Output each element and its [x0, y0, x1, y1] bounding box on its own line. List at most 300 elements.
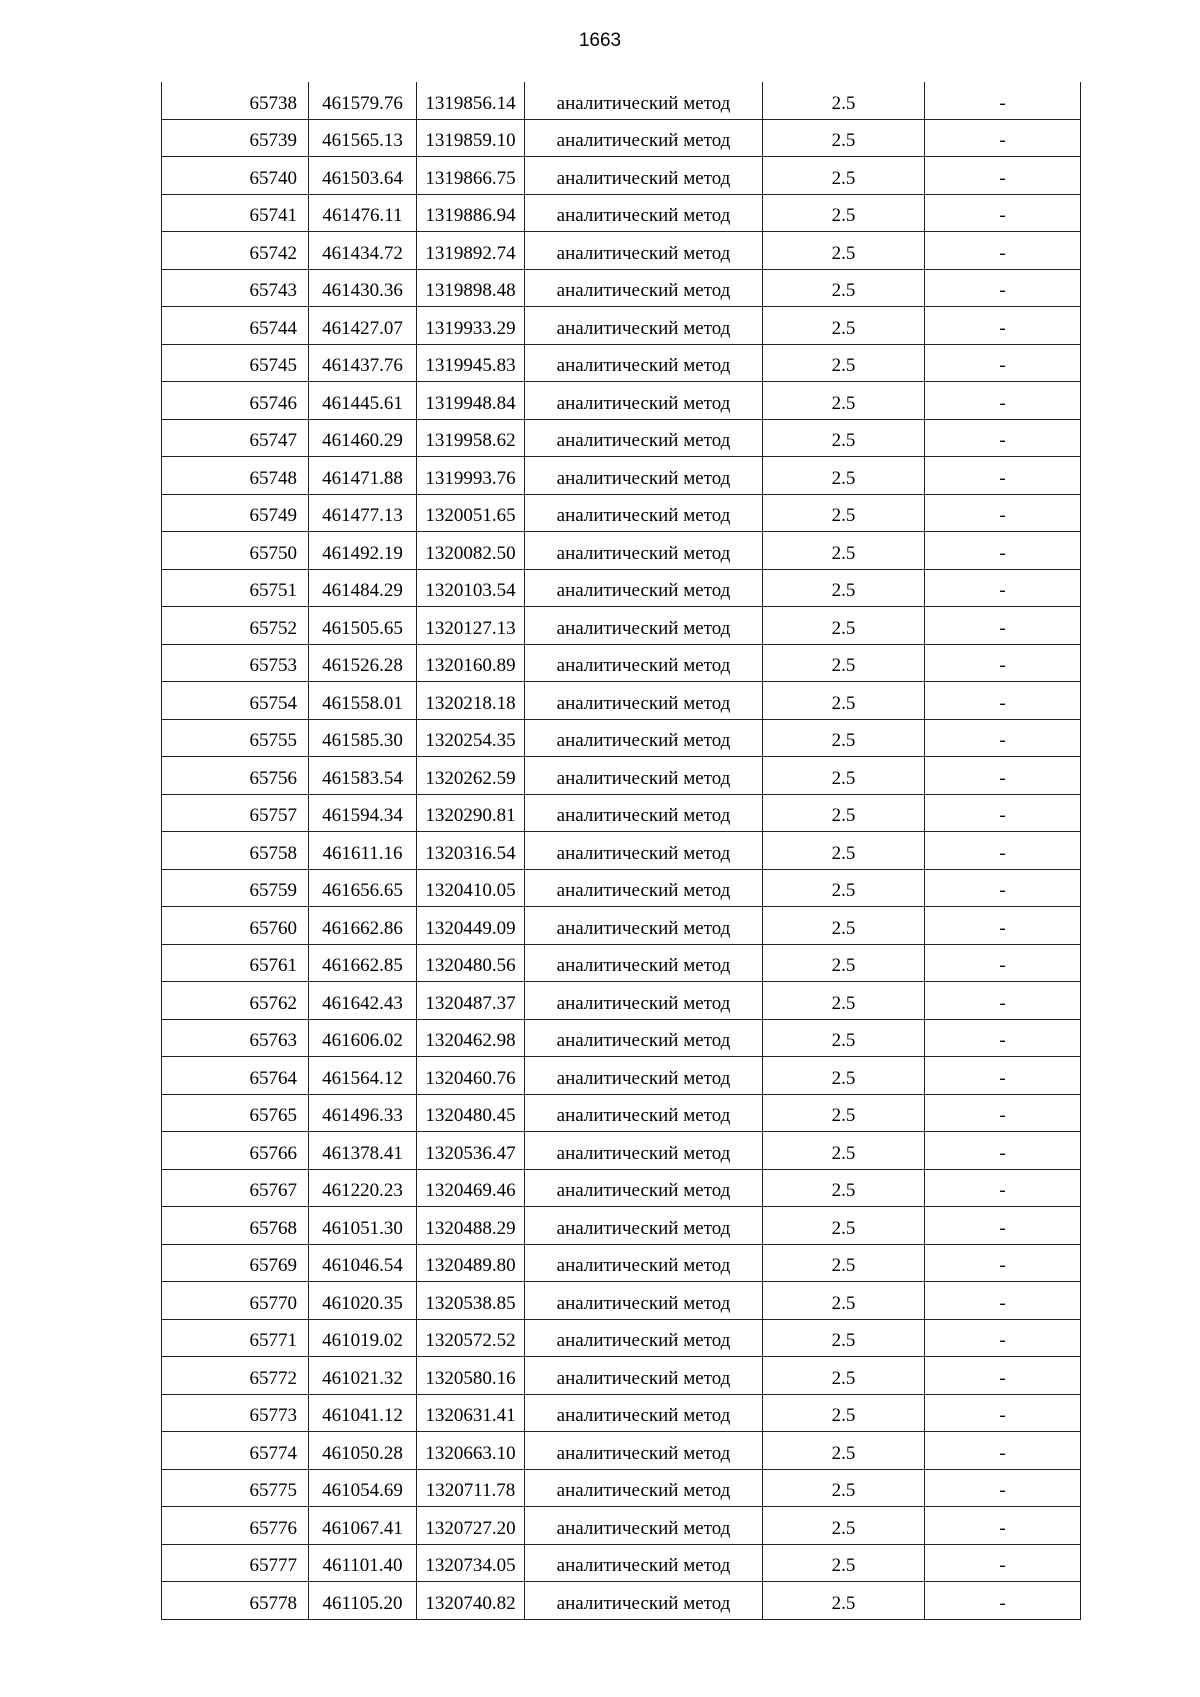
x-coordinate-cell	[309, 1132, 417, 1170]
accuracy-cell-text: 2.5	[831, 992, 856, 1014]
table-row	[162, 269, 1081, 307]
method-cell-text: аналитический метод	[556, 992, 731, 1014]
description-cell-text: -	[999, 1517, 1006, 1539]
accuracy-cell-text: 2.5	[831, 1292, 856, 1314]
method-cell-text: аналитический метод	[556, 917, 731, 939]
y-coordinate-cell	[417, 1169, 525, 1207]
description-cell	[925, 1169, 1081, 1207]
x-coordinate-cell	[309, 1507, 417, 1545]
x-coordinate-cell-text: 461021.32	[322, 1367, 403, 1389]
accuracy-cell-text: 2.5	[831, 692, 856, 714]
y-coordinate-cell	[417, 194, 525, 232]
x-coordinate-cell-text: 461505.65	[322, 617, 403, 639]
accuracy-cell	[763, 157, 925, 195]
method-cell	[525, 1019, 763, 1057]
description-cell-text: -	[999, 1592, 1006, 1614]
x-coordinate-cell-text: 461579.76	[322, 92, 403, 114]
x-coordinate-cell-text: 461434.72	[322, 242, 403, 264]
x-coordinate-cell-text: 461051.30	[322, 1217, 403, 1239]
point-number-cell	[162, 607, 309, 645]
method-cell	[525, 1507, 763, 1545]
point-number-cell-text: 65750	[249, 542, 297, 564]
method-cell-text: аналитический метод	[556, 1592, 731, 1614]
method-cell-text: аналитический метод	[556, 280, 731, 301]
table-row	[162, 307, 1081, 345]
table-row	[162, 607, 1081, 645]
accuracy-cell	[763, 1094, 925, 1132]
point-number-cell-text: 65772	[249, 1367, 297, 1389]
x-coordinate-cell	[309, 982, 417, 1020]
method-cell	[525, 1094, 763, 1132]
y-coordinate-cell	[417, 1132, 525, 1170]
x-coordinate-cell-text: 461067.41	[322, 1517, 403, 1539]
method-cell	[525, 1469, 763, 1507]
x-coordinate-cell-text: 461583.54	[322, 767, 403, 789]
description-cell	[925, 869, 1081, 907]
y-coordinate-cell-text: 1320711.78	[425, 1480, 516, 1501]
point-number-cell	[162, 1057, 309, 1095]
method-cell-text: аналитический метод	[556, 1030, 731, 1051]
point-number-cell-text: 65771	[249, 1330, 297, 1351]
table-row	[162, 719, 1081, 757]
y-coordinate-cell	[417, 1394, 525, 1432]
x-coordinate-cell-text: 461105.20	[322, 1592, 403, 1614]
table-row	[162, 1094, 1081, 1132]
description-cell-text: -	[999, 205, 1006, 226]
x-coordinate-cell	[309, 907, 417, 945]
accuracy-cell	[763, 1282, 925, 1320]
y-coordinate-cell-text: 1320469.46	[425, 1180, 516, 1201]
description-cell	[925, 344, 1081, 382]
description-cell	[925, 1469, 1081, 1507]
description-cell-text: -	[999, 242, 1006, 264]
method-cell	[525, 494, 763, 532]
accuracy-cell	[763, 907, 925, 945]
method-cell	[525, 419, 763, 457]
point-number-cell-text: 65776	[249, 1517, 297, 1539]
point-number-cell-text: 65741	[249, 205, 297, 226]
description-cell	[925, 1357, 1081, 1395]
description-cell-text: -	[999, 1217, 1006, 1239]
description-cell	[925, 682, 1081, 720]
accuracy-cell	[763, 419, 925, 457]
y-coordinate-cell	[417, 1094, 525, 1132]
table-row	[162, 1357, 1081, 1395]
y-coordinate-cell	[417, 1469, 525, 1507]
point-number-cell	[162, 1469, 309, 1507]
y-coordinate-cell	[417, 1057, 525, 1095]
description-cell-text: -	[999, 1555, 1006, 1576]
description-cell	[925, 644, 1081, 682]
method-cell-text: аналитический метод	[556, 580, 731, 601]
y-coordinate-cell	[417, 1507, 525, 1545]
point-number-cell	[162, 1507, 309, 1545]
accuracy-cell-text: 2.5	[831, 542, 856, 564]
description-cell	[925, 532, 1081, 570]
x-coordinate-cell-text: 461565.13	[322, 130, 403, 151]
accuracy-cell-text: 2.5	[831, 1592, 856, 1614]
point-number-cell-text: 65740	[249, 167, 297, 189]
method-cell	[525, 269, 763, 307]
method-cell-text: аналитический метод	[556, 767, 731, 789]
x-coordinate-cell	[309, 307, 417, 345]
point-number-cell-text: 65770	[249, 1292, 297, 1314]
coordinates-table-body	[162, 82, 1081, 1619]
y-coordinate-cell-text: 1320734.05	[425, 1555, 516, 1576]
description-cell	[925, 1019, 1081, 1057]
description-cell	[925, 719, 1081, 757]
point-number-cell-text: 65747	[249, 430, 297, 451]
method-cell	[525, 869, 763, 907]
point-number-cell-text: 65760	[249, 917, 297, 939]
description-cell	[925, 607, 1081, 645]
description-cell	[925, 382, 1081, 420]
x-coordinate-cell	[309, 1057, 417, 1095]
description-cell-text: -	[999, 317, 1006, 339]
table-row	[162, 1507, 1081, 1545]
point-number-cell-text: 65754	[249, 692, 297, 714]
point-number-cell-text: 65746	[249, 392, 297, 414]
x-coordinate-cell-text: 461019.02	[322, 1330, 403, 1351]
y-coordinate-cell	[417, 232, 525, 270]
description-cell-text: -	[999, 1292, 1006, 1314]
point-number-cell-text: 65759	[249, 880, 297, 901]
description-cell	[925, 494, 1081, 532]
x-coordinate-cell	[309, 382, 417, 420]
point-number-cell-text: 65777	[249, 1555, 297, 1576]
description-cell	[925, 1094, 1081, 1132]
y-coordinate-cell	[417, 1282, 525, 1320]
method-cell-text: аналитический метод	[556, 730, 731, 751]
y-coordinate-cell-text: 1320536.47	[425, 1142, 516, 1164]
description-cell-text: -	[999, 655, 1006, 676]
point-number-cell-text: 65738	[249, 92, 297, 114]
description-cell-text: -	[999, 955, 1006, 976]
accuracy-cell	[763, 1544, 925, 1582]
description-cell-text: -	[999, 842, 1006, 864]
table-row	[162, 907, 1081, 945]
point-number-cell	[162, 644, 309, 682]
table-row	[162, 1244, 1081, 1282]
x-coordinate-cell-text: 461445.61	[322, 392, 403, 414]
point-number-cell-text: 65778	[249, 1592, 297, 1614]
description-cell-text: -	[999, 1442, 1006, 1464]
method-cell-text: аналитический метод	[556, 505, 731, 526]
y-coordinate-cell	[417, 157, 525, 195]
description-cell-text: -	[999, 992, 1006, 1014]
description-cell	[925, 1582, 1081, 1620]
method-cell-text: аналитический метод	[556, 1255, 731, 1276]
table-row	[162, 1394, 1081, 1432]
description-cell	[925, 1432, 1081, 1470]
y-coordinate-cell	[417, 682, 525, 720]
x-coordinate-cell	[309, 1394, 417, 1432]
accuracy-cell-text: 2.5	[831, 1067, 856, 1089]
accuracy-cell-text: 2.5	[831, 355, 856, 376]
description-cell	[925, 1057, 1081, 1095]
y-coordinate-cell-text: 1320538.85	[425, 1292, 516, 1314]
method-cell-text: аналитический метод	[556, 242, 731, 264]
method-cell	[525, 82, 763, 119]
description-cell-text: -	[999, 1405, 1006, 1426]
method-cell-text: аналитический метод	[556, 617, 731, 639]
y-coordinate-cell-text: 1319945.83	[425, 355, 516, 376]
method-cell	[525, 1244, 763, 1282]
x-coordinate-cell	[309, 832, 417, 870]
x-coordinate-cell	[309, 1207, 417, 1245]
y-coordinate-cell-text: 1320218.18	[425, 692, 516, 714]
table-row	[162, 82, 1081, 119]
y-coordinate-cell-text: 1320262.59	[425, 767, 516, 789]
accuracy-cell	[763, 457, 925, 495]
accuracy-cell-text: 2.5	[831, 1405, 856, 1426]
accuracy-cell-text: 2.5	[831, 430, 856, 451]
method-cell	[525, 532, 763, 570]
y-coordinate-cell-text: 1320160.89	[425, 655, 516, 676]
point-number-cell	[162, 794, 309, 832]
y-coordinate-cell-text: 1320727.20	[425, 1517, 516, 1539]
description-cell	[925, 269, 1081, 307]
accuracy-cell	[763, 569, 925, 607]
x-coordinate-cell	[309, 419, 417, 457]
description-cell-text: -	[999, 805, 1006, 826]
y-coordinate-cell-text: 1320316.54	[425, 842, 516, 864]
accuracy-cell	[763, 944, 925, 982]
point-number-cell	[162, 119, 309, 157]
method-cell-text: аналитический метод	[556, 355, 731, 376]
method-cell	[525, 907, 763, 945]
description-cell-text: -	[999, 467, 1006, 489]
x-coordinate-cell	[309, 569, 417, 607]
table-row	[162, 194, 1081, 232]
method-cell	[525, 157, 763, 195]
y-coordinate-cell	[417, 1019, 525, 1057]
description-cell	[925, 1207, 1081, 1245]
accuracy-cell	[763, 1057, 925, 1095]
x-coordinate-cell	[309, 269, 417, 307]
accuracy-cell	[763, 269, 925, 307]
method-cell	[525, 607, 763, 645]
accuracy-cell	[763, 757, 925, 795]
x-coordinate-cell-text: 461430.36	[322, 280, 403, 301]
point-number-cell	[162, 869, 309, 907]
point-number-cell	[162, 682, 309, 720]
point-number-cell	[162, 269, 309, 307]
x-coordinate-cell-text: 461460.29	[322, 430, 403, 451]
x-coordinate-cell	[309, 607, 417, 645]
accuracy-cell	[763, 119, 925, 157]
description-cell-text: -	[999, 767, 1006, 789]
x-coordinate-cell	[309, 1469, 417, 1507]
table-row	[162, 1432, 1081, 1470]
x-coordinate-cell-text: 461564.12	[322, 1067, 403, 1089]
point-number-cell-text: 65765	[249, 1105, 297, 1126]
x-coordinate-cell-text: 461503.64	[322, 167, 403, 189]
description-cell-text: -	[999, 917, 1006, 939]
description-cell-text: -	[999, 1030, 1006, 1051]
method-cell-text: аналитический метод	[556, 1142, 731, 1164]
method-cell-text: аналитический метод	[556, 317, 731, 339]
y-coordinate-cell-text: 1319859.10	[425, 130, 516, 151]
x-coordinate-cell-text: 461662.85	[322, 955, 403, 976]
method-cell	[525, 1544, 763, 1582]
description-cell	[925, 794, 1081, 832]
x-coordinate-cell	[309, 344, 417, 382]
y-coordinate-cell	[417, 832, 525, 870]
point-number-cell-text: 65763	[249, 1030, 297, 1051]
accuracy-cell-text: 2.5	[831, 1330, 856, 1351]
y-coordinate-cell-text: 1319892.74	[425, 242, 516, 264]
description-cell-text: -	[999, 880, 1006, 901]
accuracy-cell-text: 2.5	[831, 467, 856, 489]
method-cell	[525, 307, 763, 345]
description-cell-text: -	[999, 1105, 1006, 1126]
y-coordinate-cell-text: 1319866.75	[425, 167, 516, 189]
x-coordinate-cell-text: 461020.35	[322, 1292, 403, 1314]
x-coordinate-cell	[309, 1019, 417, 1057]
y-coordinate-cell	[417, 82, 525, 119]
description-cell-text: -	[999, 280, 1006, 301]
table-row	[162, 1207, 1081, 1245]
y-coordinate-cell-text: 1319898.48	[425, 280, 516, 301]
y-coordinate-cell-text: 1319886.94	[425, 205, 516, 226]
y-coordinate-cell-text: 1320488.29	[425, 1217, 516, 1239]
y-coordinate-cell-text: 1320487.37	[425, 992, 516, 1014]
description-cell-text: -	[999, 430, 1006, 451]
y-coordinate-cell-text: 1320410.05	[425, 880, 516, 901]
table-row	[162, 1544, 1081, 1582]
x-coordinate-cell-text: 461662.86	[322, 917, 403, 939]
y-coordinate-cell-text: 1320580.16	[425, 1367, 516, 1389]
description-cell-text: -	[999, 1330, 1006, 1351]
accuracy-cell	[763, 1207, 925, 1245]
accuracy-cell	[763, 1432, 925, 1470]
description-cell-text: -	[999, 1067, 1006, 1089]
x-coordinate-cell-text: 461477.13	[322, 505, 403, 526]
x-coordinate-cell	[309, 1282, 417, 1320]
method-cell	[525, 982, 763, 1020]
method-cell	[525, 569, 763, 607]
description-cell-text: -	[999, 1255, 1006, 1276]
accuracy-cell-text: 2.5	[831, 1517, 856, 1539]
y-coordinate-cell-text: 1319958.62	[425, 430, 516, 451]
description-cell-text: -	[999, 1480, 1006, 1501]
point-number-cell-text: 65766	[249, 1142, 297, 1164]
table-row	[162, 1132, 1081, 1170]
x-coordinate-cell-text: 461585.30	[322, 730, 403, 751]
method-cell-text: аналитический метод	[556, 1405, 731, 1426]
accuracy-cell	[763, 794, 925, 832]
point-number-cell	[162, 1544, 309, 1582]
accuracy-cell-text: 2.5	[831, 1142, 856, 1164]
x-coordinate-cell	[309, 1544, 417, 1582]
description-cell	[925, 569, 1081, 607]
x-coordinate-cell-text: 461050.28	[322, 1442, 403, 1464]
accuracy-cell	[763, 494, 925, 532]
y-coordinate-cell	[417, 1244, 525, 1282]
point-number-cell	[162, 232, 309, 270]
description-cell	[925, 1507, 1081, 1545]
accuracy-cell	[763, 82, 925, 119]
y-coordinate-cell-text: 1320127.13	[425, 617, 516, 639]
method-cell	[525, 232, 763, 270]
y-coordinate-cell	[417, 869, 525, 907]
accuracy-cell-text: 2.5	[831, 167, 856, 189]
description-cell	[925, 1319, 1081, 1357]
accuracy-cell-text: 2.5	[831, 917, 856, 939]
accuracy-cell	[763, 344, 925, 382]
x-coordinate-cell	[309, 682, 417, 720]
accuracy-cell	[763, 869, 925, 907]
description-cell-text: -	[999, 1180, 1006, 1201]
accuracy-cell	[763, 1394, 925, 1432]
method-cell-text: аналитический метод	[556, 1517, 731, 1539]
point-number-cell	[162, 1094, 309, 1132]
y-coordinate-cell-text: 1319856.14	[425, 92, 516, 114]
accuracy-cell	[763, 607, 925, 645]
y-coordinate-cell-text: 1320254.35	[425, 730, 516, 751]
y-coordinate-cell	[417, 307, 525, 345]
table-row	[162, 1582, 1081, 1620]
accuracy-cell	[763, 532, 925, 570]
description-cell	[925, 1244, 1081, 1282]
point-number-cell-text: 65767	[249, 1180, 297, 1201]
point-number-cell-text: 65768	[249, 1217, 297, 1239]
method-cell	[525, 1394, 763, 1432]
point-number-cell-text: 65743	[249, 280, 297, 301]
x-coordinate-cell	[309, 644, 417, 682]
table-row	[162, 457, 1081, 495]
method-cell-text: аналитический метод	[556, 205, 731, 226]
accuracy-cell-text: 2.5	[831, 1180, 856, 1201]
point-number-cell	[162, 982, 309, 1020]
point-number-cell	[162, 1582, 309, 1620]
x-coordinate-cell	[309, 1357, 417, 1395]
point-number-cell	[162, 1357, 309, 1395]
accuracy-cell	[763, 682, 925, 720]
page-number: 1663	[578, 30, 622, 51]
method-cell	[525, 1582, 763, 1620]
point-number-cell-text: 65758	[249, 842, 297, 864]
y-coordinate-cell	[417, 494, 525, 532]
y-coordinate-cell	[417, 1432, 525, 1470]
description-cell	[925, 1132, 1081, 1170]
description-cell	[925, 1544, 1081, 1582]
y-coordinate-cell-text: 1320082.50	[425, 542, 516, 564]
y-coordinate-cell-text: 1320480.45	[425, 1105, 516, 1126]
method-cell-text: аналитический метод	[556, 1555, 731, 1576]
point-number-cell	[162, 382, 309, 420]
point-number-cell	[162, 532, 309, 570]
y-coordinate-cell-text: 1320460.76	[425, 1067, 516, 1089]
point-number-cell-text: 65769	[249, 1255, 297, 1276]
accuracy-cell	[763, 719, 925, 757]
accuracy-cell-text: 2.5	[831, 655, 856, 676]
x-coordinate-cell	[309, 944, 417, 982]
description-cell-text: -	[999, 1142, 1006, 1164]
y-coordinate-cell	[417, 944, 525, 982]
method-cell-text: аналитический метод	[556, 130, 731, 151]
accuracy-cell-text: 2.5	[831, 580, 856, 601]
x-coordinate-cell	[309, 1169, 417, 1207]
description-cell-text: -	[999, 617, 1006, 639]
point-number-cell	[162, 1319, 309, 1357]
accuracy-cell-text: 2.5	[831, 955, 856, 976]
description-cell-text: -	[999, 92, 1006, 114]
y-coordinate-cell	[417, 982, 525, 1020]
accuracy-cell-text: 2.5	[831, 1367, 856, 1389]
x-coordinate-cell-text: 461526.28	[322, 655, 403, 676]
